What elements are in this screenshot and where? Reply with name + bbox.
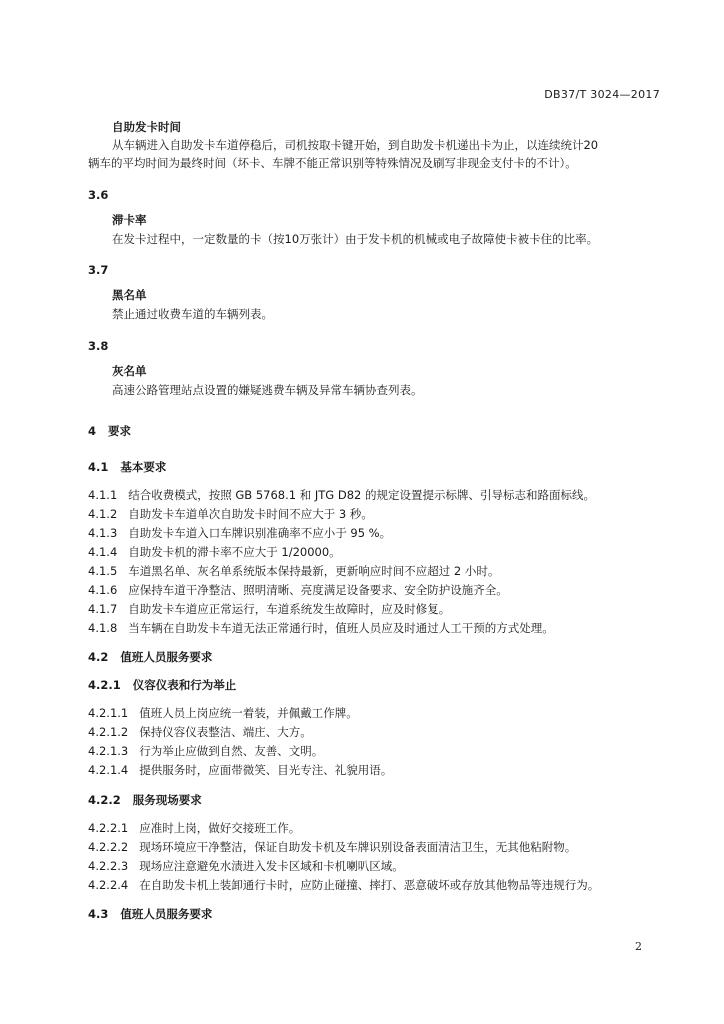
term-3-5-body-line2: 辆车的平均时间为最终时间（坏卡、车牌不能正常识别等特殊情况及刷写非现金支付卡的不计）。 xyxy=(88,156,577,170)
section-4-1-item: 4.1.2 自助发卡车道单次自助发卡时间不应大于 3 秒。 xyxy=(88,507,373,521)
section-4-1-item: 4.1.3 自助发卡车道入口车牌识别准确率不应小于 95 %。 xyxy=(88,526,392,540)
section-4-2-2-item: 4.2.2.4 在自助发卡机上装卸通行卡时，应防止碰撞、摔打、恶意破坏或存放其他物品等违规行为。 xyxy=(88,878,600,892)
section-4-2-2-heading: 4.2.2 服务现场要求 xyxy=(88,793,202,807)
section-4-2-heading: 4.2 值班人员服务要求 xyxy=(88,650,213,664)
term-3-7-title: 黑名单 xyxy=(112,288,147,302)
section-4-1-item: 4.1.1 结合收费模式，按照 GB 5768.1 和 JTG D82 的规定设置提示标牌、引导标志和路面标线。 xyxy=(88,488,596,502)
section-4-1-item: 4.1.8 当车辆在自助发卡车道无法正常通行时，值班人员应及时通过人工干预的方式处理。 xyxy=(88,621,554,635)
term-3-7-body: 禁止通过收费车道的车辆列表。 xyxy=(112,307,273,321)
section-4-2-1-heading: 4.2.1 仪容仪表和行为举止 xyxy=(88,678,237,692)
section-4-1-item: 4.1.6 应保持车道干净整洁、照明清晰、亮度满足设备要求、安全防护设施齐全。 xyxy=(88,583,508,597)
section-4-2-2-item: 4.2.2.3 现场应注意避免水渍进入发卡区域和卡机喇叭区域。 xyxy=(88,859,404,873)
section-4-2-1-item: 4.2.1.2 保持仪容仪表整洁、端庄、大方。 xyxy=(88,725,312,739)
section-4-2-1-item: 4.2.1.4 提供服务时，应面带微笑、目光专注、礼貌用语。 xyxy=(88,763,393,777)
section-4-1-item: 4.1.5 车道黑名单、灰名单系统版本保持最新，更新响应时间不应超过 2 小时。 xyxy=(88,564,500,578)
page-number: 2 xyxy=(635,940,642,953)
term-3-7-number: 3.7 xyxy=(88,263,109,277)
doc-code-header: DB37/T 3024—2017 xyxy=(544,88,660,101)
term-3-6-body: 在发卡过程中，一定数量的卡（按10万张计）由于发卡机的机械或电子故障使卡被卡住的比率。 xyxy=(112,232,599,246)
term-3-8-number: 3.8 xyxy=(88,339,109,353)
section-4-2-1-item: 4.2.1.1 值班人员上岗应统一着装，并佩戴工作牌。 xyxy=(88,706,358,720)
term-3-8-title: 灰名单 xyxy=(112,364,147,378)
section-4-1-heading: 4.1 基本要求 xyxy=(88,460,167,474)
section-4-2-2-item: 4.2.2.2 现场环境应干净整洁，保证自助发卡机及车牌识别设备表面清洁卫生，无其他粘附物。 xyxy=(88,840,577,854)
section-4-heading: 4 要求 xyxy=(88,424,132,438)
term-3-5-title: 自助发卡时间 xyxy=(112,120,181,134)
section-4-2-1-item: 4.2.1.3 行为举止应做到自然、友善、文明。 xyxy=(88,744,324,758)
term-3-5-body-line1: 从车辆进入自助发卡车道停稳后，司机按取卡键开始，到自助发卡机递出卡为止，以连续统计20 xyxy=(112,138,599,152)
term-3-8-body: 高速公路管理站点设置的嫌疑逃费车辆及异常车辆协查列表。 xyxy=(112,383,423,397)
term-3-6-number: 3.6 xyxy=(88,188,109,202)
section-4-3-heading: 4.3 值班人员服务要求 xyxy=(88,907,213,921)
term-3-6-title: 滞卡率 xyxy=(112,213,147,227)
section-4-1-item: 4.1.4 自助发卡机的滞卡率不应大于 1/20000。 xyxy=(88,545,341,559)
section-4-1-item: 4.1.7 自助发卡车道应正常运行，车道系统发生故障时，应及时修复。 xyxy=(88,602,451,616)
section-4-2-2-item: 4.2.2.1 应准时上岗，做好交接班工作。 xyxy=(88,821,301,835)
